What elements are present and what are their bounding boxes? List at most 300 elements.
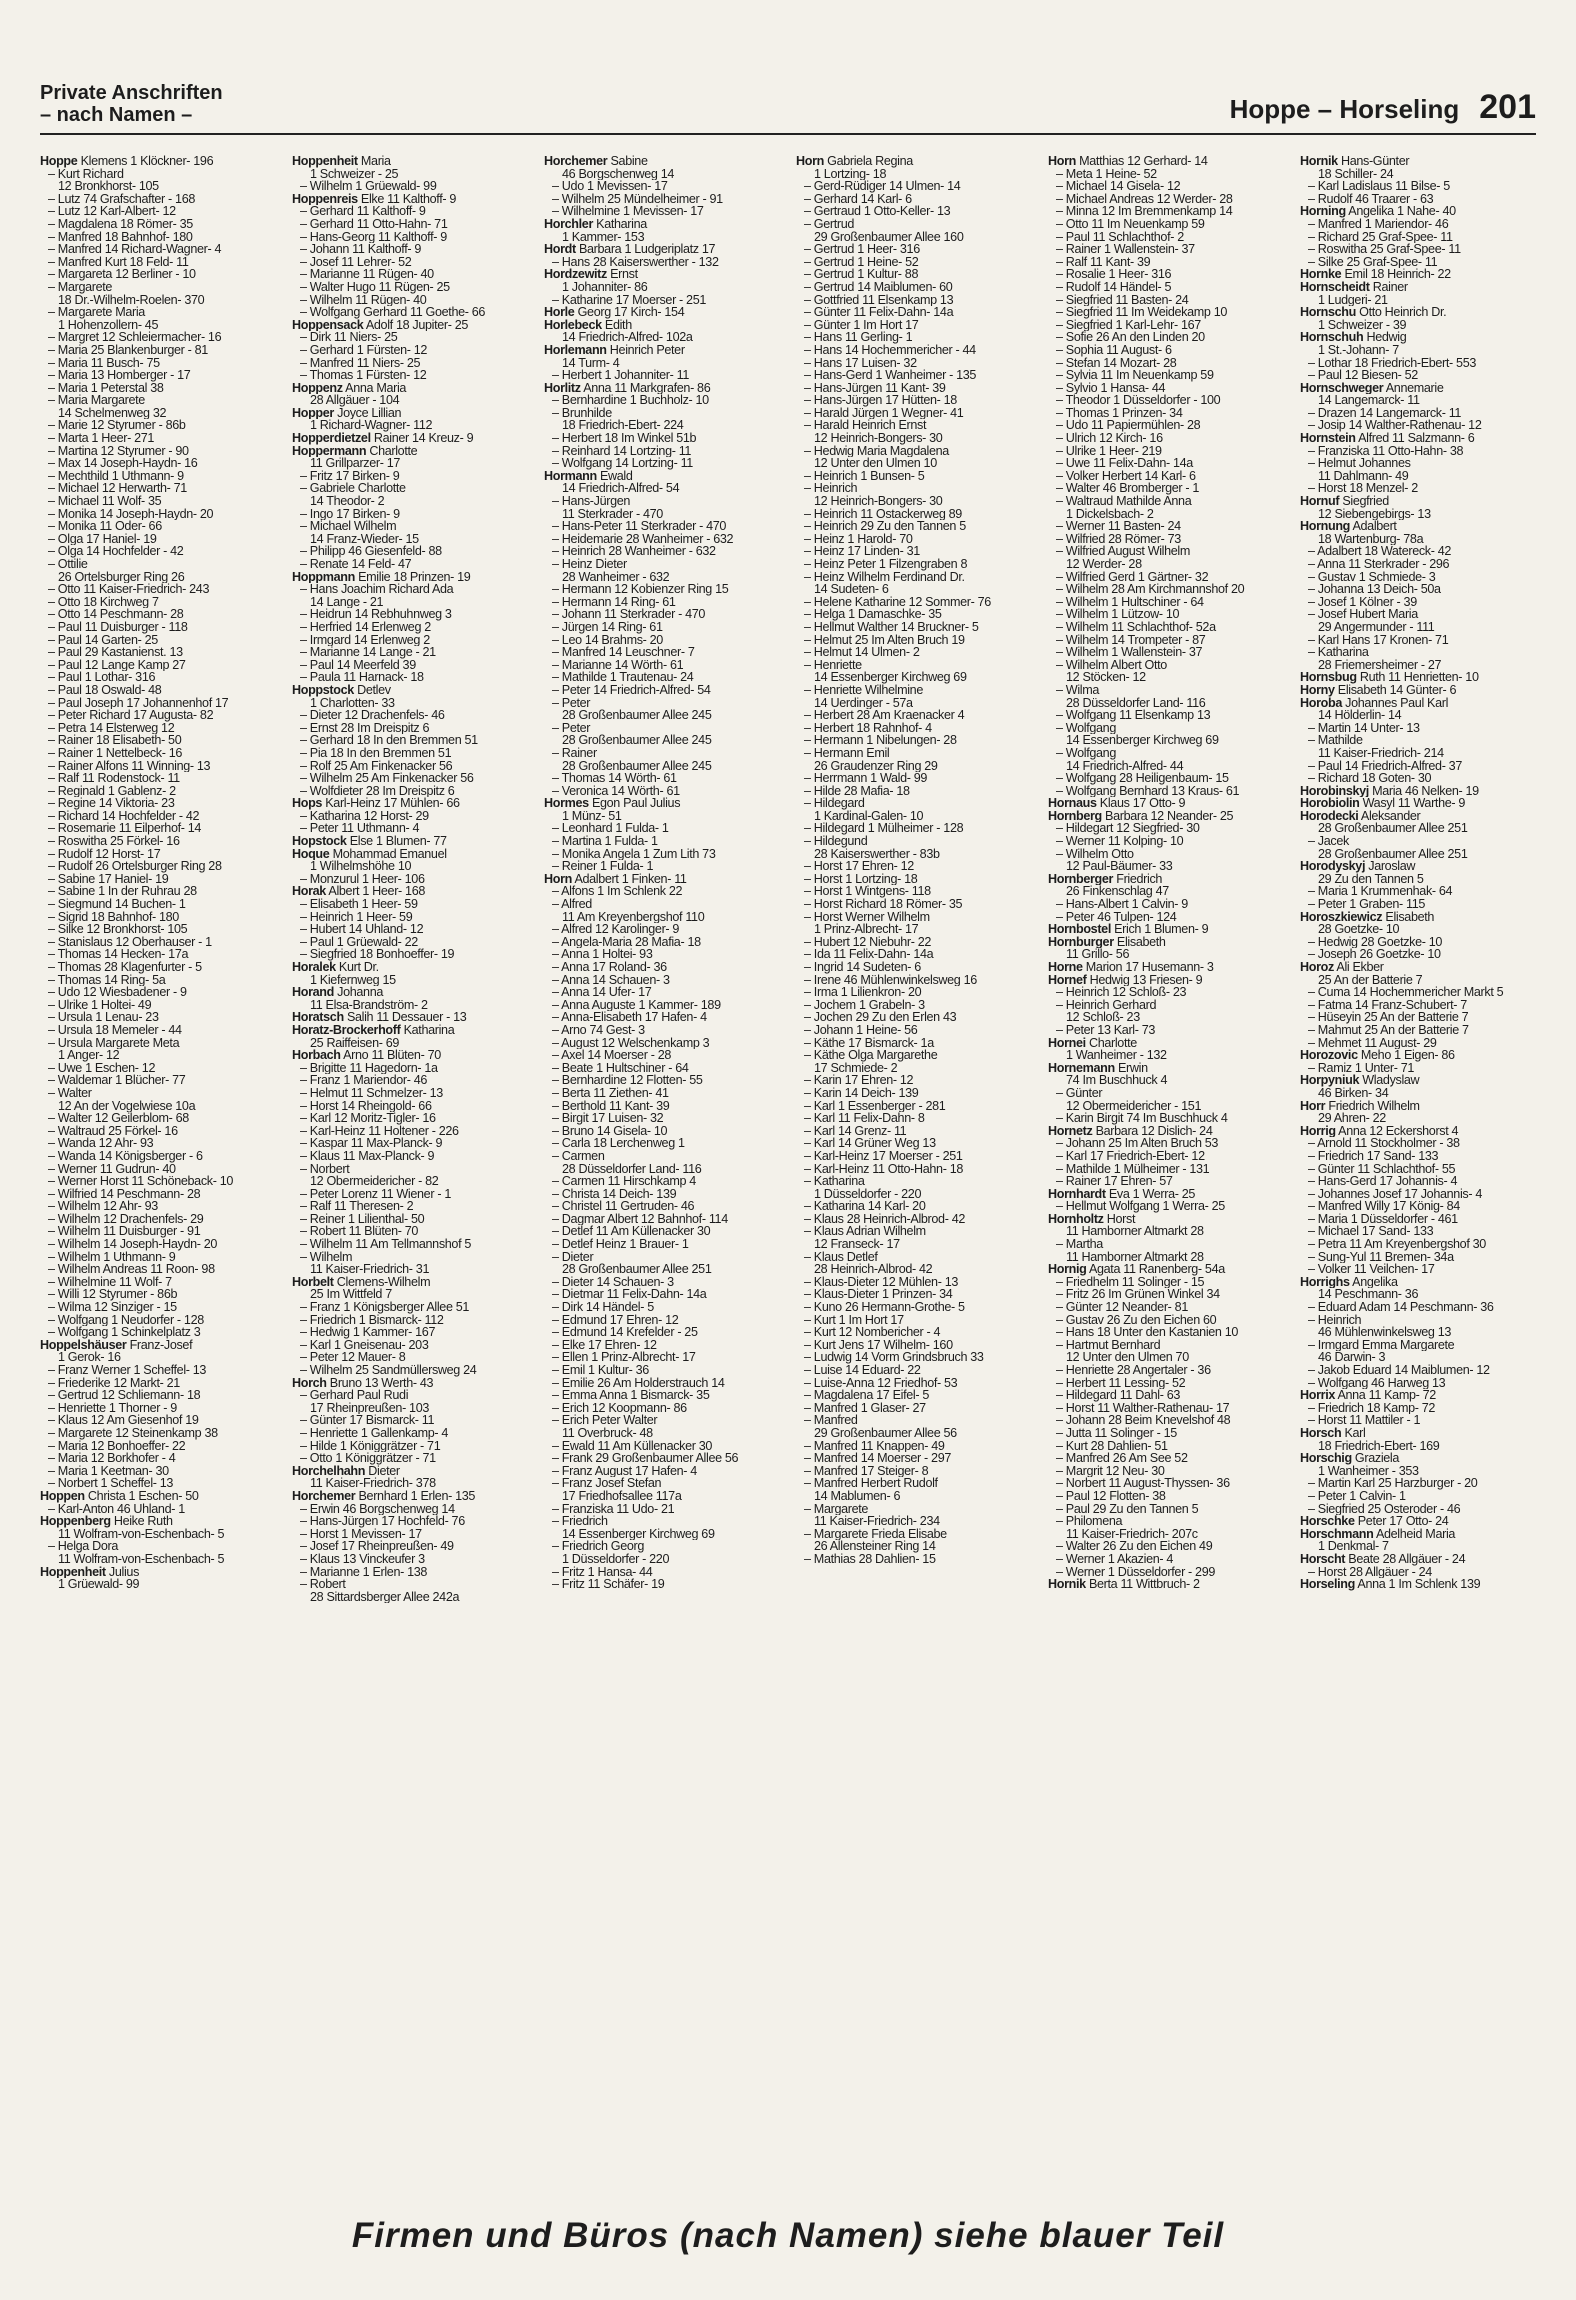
directory-entry: – Leonhard 1 Fulda- 1 bbox=[552, 822, 669, 836]
directory-entry: – Gustav 1 Schmiede- 3 bbox=[1308, 570, 1436, 584]
directory-entry: – Wolfgang 28 Heiligenbaum- 15 bbox=[1056, 772, 1229, 785]
directory-entry: – Maria 1 Düsseldorfer - 461 bbox=[1308, 1212, 1458, 1226]
directory-entry: Hornberger Friedrich bbox=[1048, 872, 1163, 886]
directory-entry: 28 Großenbaumer Allee 251 bbox=[1318, 822, 1468, 836]
directory-entry: – Heinz 17 Linden- 31 bbox=[804, 545, 920, 558]
directory-entry: – Hildegard bbox=[804, 797, 865, 810]
directory-entry: – Hubert 12 Niebuhr- 22 bbox=[804, 935, 932, 949]
directory-entry: – Michael 11 Wolf- 35 bbox=[48, 495, 162, 508]
directory-entry: – Monika Angela 1 Zum Lith 73 bbox=[552, 847, 716, 861]
directory-entry: – Peter 12 Mauer- 8 bbox=[300, 1351, 406, 1364]
directory-entry: – Herrmann 1 Wald- 99 bbox=[804, 772, 928, 785]
directory-entry: – Hildegard 11 Dahl- 63 bbox=[1056, 1389, 1181, 1402]
directory-entry: – Rainer 17 Ehren- 57 bbox=[1056, 1175, 1173, 1188]
directory-entry: – Thomas 14 Wörth- 61 bbox=[552, 772, 677, 785]
directory-entry: – Paul 1 Grüewald- 22 bbox=[300, 935, 418, 949]
directory-entry: 1 Hohenzollern- 45 bbox=[58, 318, 159, 332]
directory-entry: – Otto 11 Kaiser-Friedrich- 243 bbox=[48, 583, 210, 596]
directory-entry: Horr Friedrich Wilhelm bbox=[1300, 1099, 1420, 1113]
directory-entry: Hopperdietzel Rainer 14 Kreuz- 9 bbox=[292, 432, 474, 445]
directory-entry: – Gertrud bbox=[804, 217, 855, 231]
directory-entry: Hops Karl-Heinz 17 Mühlen- 66 bbox=[292, 797, 460, 810]
directory-entry: – Maria 13 Homberger - 17 bbox=[48, 369, 191, 382]
directory-entry: – Heinrich 11 Ostackerweg 89 bbox=[804, 507, 962, 521]
directory-entry: – Johann 28 Beim Knevelshof 48 bbox=[1056, 1414, 1231, 1427]
directory-entry: 17 Rheinpreußen- 103 bbox=[310, 1401, 430, 1415]
directory-entry: 28 Düsseldorfer Land- 116 bbox=[562, 1162, 702, 1176]
directory-entry: – Alfons 1 Im Schlenk 22 bbox=[552, 885, 683, 899]
directory-entry: – Waltraud Mathilde Anna bbox=[1056, 495, 1192, 508]
directory-entry: – Karl 1 Essenberger - 281 bbox=[804, 1099, 946, 1113]
directory-entry: 11 Kaiser-Friedrich- 31 bbox=[310, 1263, 430, 1276]
directory-entry: – Klaus 28 Heinrich-Albrod- 42 bbox=[804, 1212, 966, 1226]
directory-entry: 14 Theodor- 2 bbox=[310, 495, 385, 508]
directory-entry: – Sophia 11 August- 6 bbox=[1056, 343, 1172, 357]
directory-entry: – Axel 14 Moerser - 28 bbox=[552, 1049, 671, 1062]
directory-columns bbox=[40, 155, 1540, 2183]
directory-entry: – Hans 28 Kaiserswerther - 132 bbox=[552, 255, 719, 269]
directory-entry: Hornholtz Horst bbox=[1048, 1212, 1136, 1226]
directory-entry: – Manfred 14 Leuschner- 7 bbox=[552, 646, 695, 659]
directory-entry: Horchelhahn Dieter bbox=[292, 1464, 400, 1478]
directory-entry: – Beate 1 Hultschiner - 64 bbox=[552, 1061, 689, 1075]
directory-entry: – Michael 12 Herwarth- 71 bbox=[48, 482, 187, 496]
directory-entry: – Horst 18 Menzel- 2 bbox=[1308, 482, 1418, 496]
directory-entry: – Manfred 26 Am See 52 bbox=[1056, 1452, 1188, 1465]
directory-entry: – Hans Joachim Richard Ada bbox=[300, 583, 454, 596]
directory-entry: – Wilma bbox=[1056, 683, 1100, 697]
directory-entry: 11 Grillparzer- 17 bbox=[310, 457, 401, 470]
directory-entry: – Kurt 1 Im Hort 17 bbox=[804, 1313, 904, 1327]
directory-entry: 1 Dickelsbach- 2 bbox=[1066, 507, 1154, 521]
directory-entry: 14 Friedrich-Alfred- 102a bbox=[562, 331, 693, 344]
directory-entry: 1 Düsseldorfer - 220 bbox=[562, 1552, 670, 1566]
directory-entry: 1 Prinz-Albrecht- 17 bbox=[814, 923, 919, 936]
directory-entry: – Rudolf 14 Händel- 5 bbox=[1056, 280, 1172, 294]
directory-entry: – Heinrich 29 Zu den Tannen 5 bbox=[804, 520, 966, 533]
directory-entry: Horobiolin Wasyl 11 Warthe- 9 bbox=[1300, 797, 1466, 810]
directory-entry: – Franziska 11 Udo- 21 bbox=[552, 1502, 675, 1516]
directory-entry: – Hubert 14 Uhland- 12 bbox=[300, 923, 424, 936]
directory-entry: – Michael Wilhelm bbox=[300, 520, 397, 533]
directory-entry: – Arnold 11 Stockholmer - 38 bbox=[1308, 1137, 1460, 1150]
directory-entry: – Wilhelm 28 Am Kirchmannshof 20 bbox=[1056, 583, 1245, 596]
directory-entry: – Peter bbox=[552, 696, 591, 710]
directory-entry: – Gerhard Paul Rudi bbox=[300, 1389, 409, 1402]
directory-entry: – Udo 11 Papiermühlen- 28 bbox=[1056, 419, 1201, 433]
directory-entry: – Margarete bbox=[804, 1502, 869, 1516]
directory-entry: Horbelt Clemens-Wilhelm bbox=[292, 1275, 431, 1289]
directory-entry: – Drazen 14 Langemarck- 11 bbox=[1308, 406, 1462, 420]
directory-entry: 11 Wolfram-von-Eschenbach- 5 bbox=[58, 1552, 225, 1566]
directory-entry: – Silke 25 Graf-Spee- 11 bbox=[1308, 255, 1438, 269]
directory-entry: – Wilhelm 14 Joseph-Haydn- 20 bbox=[48, 1238, 218, 1251]
directory-entry: – Walter Hugo 11 Rügen- 25 bbox=[300, 280, 450, 294]
directory-entry: – Helmut Johannes bbox=[1308, 457, 1411, 470]
directory-entry: – Horst 1 Wintgens- 118 bbox=[804, 885, 931, 899]
directory-entry: – Friedrich 17 Sand- 133 bbox=[1308, 1149, 1439, 1163]
directory-entry: – Heidrun 14 Rebhuhnweg 3 bbox=[300, 608, 452, 621]
directory-entry: – Horst 11 Mattiler - 1 bbox=[1308, 1414, 1421, 1427]
directory-entry: – Manfred 1 Glaser- 27 bbox=[804, 1401, 926, 1415]
directory-entry: 1 Wanheimer - 132 bbox=[1066, 1049, 1167, 1062]
directory-entry: – Gerhard 14 Karl- 6 bbox=[804, 192, 912, 206]
directory-entry: – Siegmund 14 Buchen- 1 bbox=[48, 898, 186, 911]
directory-entry: Horschke Peter 17 Otto- 24 bbox=[1300, 1515, 1449, 1528]
directory-entry: – Ida 11 Felix-Dahn- 14a bbox=[804, 948, 934, 961]
directory-entry: – Wilfried 28 Römer- 73 bbox=[1056, 532, 1181, 546]
directory-entry: 46 Mühlenwinkelsweg 13 bbox=[1318, 1326, 1452, 1339]
directory-entry: – Gustav 26 Zu den Eichen 60 bbox=[1056, 1313, 1217, 1327]
directory-entry: – Peter 14 Friedrich-Alfred- 54 bbox=[552, 683, 711, 697]
directory-entry: – Friedrich Georg bbox=[552, 1540, 645, 1553]
directory-entry: 12 Unter den Ulmen 10 bbox=[814, 457, 937, 470]
directory-entry: – Hans 11 Gerling- 1 bbox=[804, 331, 913, 344]
directory-entry: – Johann 25 Im Alten Bruch 53 bbox=[1056, 1137, 1219, 1150]
directory-entry: – Dieter bbox=[552, 1250, 594, 1264]
directory-entry: 11 Elsa-Brandström- 2 bbox=[310, 998, 428, 1012]
directory-entry: – Heinrich 12 Schloß- 23 bbox=[1056, 986, 1187, 999]
directory-entry: – Maria 11 Busch- 75 bbox=[48, 356, 160, 370]
directory-entry: 11 Kaiser-Friedrich- 378 bbox=[310, 1477, 436, 1490]
directory-entry: – Luise 14 Eduard- 22 bbox=[804, 1364, 921, 1377]
directory-entry: – Ulrike 1 Heer- 219 bbox=[1056, 444, 1162, 458]
section-subtitle: – nach Namen – bbox=[40, 104, 193, 126]
directory-entry: – Wolfgang 46 Harweg 13 bbox=[1308, 1376, 1446, 1390]
directory-entry: Horalek Kurt Dr. bbox=[292, 961, 379, 974]
directory-entry: – Bruno 14 Gisela- 10 bbox=[552, 1124, 668, 1138]
directory-entry: – Gertrud 12 Schliemann- 18 bbox=[48, 1389, 201, 1402]
directory-entry: – Jacek bbox=[1308, 835, 1349, 848]
directory-entry: – Sung-Yul 11 Bremen- 34a bbox=[1308, 1250, 1454, 1264]
directory-entry: Hordzewitz Ernst bbox=[544, 268, 638, 281]
directory-entry: – Karl 17 Friedrich-Ebert- 12 bbox=[1056, 1149, 1205, 1163]
directory-entry: – Friederike 12 Markt- 21 bbox=[48, 1376, 180, 1390]
directory-entry: Hornung Adalbert bbox=[1300, 520, 1397, 533]
directory-entry: Hormann Ewald bbox=[544, 469, 633, 483]
directory-entry: – Heinrich Gerhard bbox=[1056, 998, 1157, 1012]
directory-entry: – Michael Andreas 12 Werder- 28 bbox=[1056, 192, 1233, 206]
directory-entry: 11 Sterkrader - 470 bbox=[562, 507, 663, 521]
directory-entry: – Manfred bbox=[804, 1414, 858, 1427]
directory-entry: – Karl 12 Moritz-Tigler- 16 bbox=[300, 1112, 436, 1125]
directory-entry: – Karin Birgit 74 Im Buschhuck 4 bbox=[1056, 1112, 1228, 1125]
directory-entry: 18 Wartenburg- 78a bbox=[1318, 532, 1424, 546]
directory-entry: 14 Essenberger Kirchweg 69 bbox=[1066, 734, 1219, 747]
directory-entry: – Uwe 1 Eschen- 12 bbox=[48, 1061, 156, 1075]
directory-entry: – Siegfried 25 Osteroder - 46 bbox=[1308, 1502, 1461, 1516]
directory-entry: – Otto 18 Kirchweg 7 bbox=[48, 595, 159, 609]
directory-entry: – Ewald 11 Am Küllenacker 30 bbox=[552, 1439, 713, 1453]
directory-entry: – Dagmar Albert 12 Bahnhof- 114 bbox=[552, 1212, 728, 1226]
directory-entry: 18 Dr.-Wilhelm-Roelen- 370 bbox=[58, 293, 205, 307]
directory-entry: – Günter 11 Felix-Dahn- 14a bbox=[804, 306, 954, 319]
directory-entry: 18 Schiller- 24 bbox=[1318, 167, 1394, 181]
directory-entry: – Meta 1 Heine- 52 bbox=[1056, 167, 1157, 181]
directory-entry: – Lothar 18 Friedrich-Ebert- 553 bbox=[1308, 356, 1477, 370]
directory-entry: Horne Marion 17 Husemann- 3 bbox=[1048, 961, 1214, 974]
directory-entry: 12 Heinrich-Bongers- 30 bbox=[814, 432, 943, 445]
directory-entry: – Hans-Jürgen 11 Kant- 39 bbox=[804, 381, 946, 395]
directory-entry: – Herbert 18 Rahnhof- 4 bbox=[804, 721, 932, 735]
directory-entry: – Josef Hubert Maria bbox=[1308, 608, 1418, 621]
directory-entry: 1 Grüewald- 99 bbox=[58, 1578, 140, 1591]
directory-entry: – Paula 11 Harnack- 18 bbox=[300, 671, 424, 684]
directory-entry: – Gerhard 11 Otto-Hahn- 71 bbox=[300, 217, 448, 231]
directory-entry: – Carmen 11 Hirschkamp 4 bbox=[552, 1175, 696, 1188]
directory-entry: – Klaus-Dieter 1 Prinzen- 34 bbox=[804, 1288, 953, 1302]
directory-entry: – Petra 11 Am Kreyenbergshof 30 bbox=[1308, 1238, 1486, 1251]
directory-entry: – Gertraud 1 Otto-Keller- 13 bbox=[804, 205, 951, 218]
directory-entry: Hornig Agata 11 Ranenberg- 54a bbox=[1048, 1263, 1225, 1276]
directory-entry: – Walter 12 Geilerblom- 68 bbox=[48, 1112, 189, 1125]
directory-entry: – Monika 11 Oder- 66 bbox=[48, 520, 162, 533]
directory-entry: – Olga 14 Hochfelder - 42 bbox=[48, 545, 184, 558]
directory-entry: – Max 14 Joseph-Haydn- 16 bbox=[48, 457, 198, 470]
directory-entry: – Udo 1 Mevissen- 17 bbox=[552, 180, 668, 193]
directory-entry: – Wilhelm 12 Ahr- 93 bbox=[48, 1200, 158, 1213]
directory-entry: Hornsbug Ruth 11 Henrietten- 10 bbox=[1300, 671, 1479, 684]
directory-entry: – Margarete Maria bbox=[48, 306, 145, 319]
directory-entry: 12 Heinrich-Bongers- 30 bbox=[814, 495, 943, 508]
directory-entry: – Karl Hans 17 Kronen- 71 bbox=[1308, 633, 1449, 647]
directory-entry: Horning Angelika 1 Nahe- 40 bbox=[1300, 205, 1456, 218]
directory-entry: – Klaus 13 Vinckeufer 3 bbox=[300, 1552, 425, 1566]
directory-entry: 29 Angermunder - 111 bbox=[1318, 620, 1435, 634]
directory-entry: – Manfred 18 Bahnhof- 180 bbox=[48, 230, 193, 244]
directory-entry: – Paul Joseph 17 Johannenhof 17 bbox=[48, 696, 229, 710]
directory-entry: Hornschu Otto Heinrich Dr. bbox=[1300, 306, 1447, 319]
directory-entry: 28 Sittardsberger Allee 242a bbox=[310, 1590, 460, 1604]
directory-entry: – Wolfdieter 28 Im Dreispitz 6 bbox=[300, 784, 455, 798]
directory-entry: Hormes Egon Paul Julius bbox=[544, 797, 681, 810]
directory-entry: 28 Großenbaumer Allee 245 bbox=[562, 709, 712, 722]
directory-entry: – Peter 13 Karl- 73 bbox=[1056, 1023, 1156, 1037]
directory-entry: – Ralf 11 Theresen- 2 bbox=[300, 1200, 414, 1213]
directory-entry: – Werner Horst 11 Schöneback- 10 bbox=[48, 1175, 234, 1188]
directory-entry: – Heinz Dieter bbox=[552, 558, 627, 571]
directory-entry: Horchemer Bernhard 1 Erlen- 135 bbox=[292, 1489, 476, 1503]
directory-entry: – Hellmut Wolfgang 1 Werra- 25 bbox=[1056, 1200, 1225, 1213]
directory-entry: – Werner 1 Düsseldorfer - 299 bbox=[1056, 1565, 1216, 1579]
directory-entry: 17 Schmiede- 2 bbox=[814, 1061, 898, 1075]
directory-entry: 11 Am Kreyenbergshof 110 bbox=[562, 910, 705, 924]
directory-entry: 12 Werder- 28 bbox=[1066, 558, 1142, 571]
directory-entry: – Peter 46 Tulpen- 124 bbox=[1056, 910, 1177, 924]
directory-entry: – Michael 17 Sand- 133 bbox=[1308, 1225, 1434, 1239]
directory-entry: Hopstock Else 1 Blumen- 77 bbox=[292, 835, 447, 848]
directory-entry: – Franz August 17 Hafen- 4 bbox=[552, 1464, 697, 1478]
directory-entry: – Anna-Elisabeth 17 Hafen- 4 bbox=[552, 1011, 707, 1024]
directory-entry: 1 Düsseldorfer - 220 bbox=[814, 1187, 922, 1201]
directory-entry: Horny Elisabeth 14 Günter- 6 bbox=[1300, 683, 1457, 697]
directory-entry: – Hans-Jürgen bbox=[552, 495, 631, 508]
directory-entry: – Emil 1 Kultur- 36 bbox=[552, 1364, 649, 1377]
directory-entry: – Wolfgang Gerhard 11 Goethe- 66 bbox=[300, 306, 486, 319]
directory-entry: – Reiner 1 Fulda- 1 bbox=[552, 860, 654, 873]
directory-entry: – Gerhard 1 Fürsten- 12 bbox=[300, 343, 428, 357]
directory-entry: – Wilhelm Otto bbox=[1056, 847, 1134, 861]
directory-entry: – Karl 1 Gneisenau- 203 bbox=[300, 1338, 429, 1352]
directory-entry: – Rainer 18 Elisabeth- 50 bbox=[48, 734, 182, 747]
directory-entry: – Manfred Herbert Rudolf bbox=[804, 1477, 938, 1490]
directory-entry: – Mathilde 1 Trautenau- 24 bbox=[552, 671, 694, 684]
directory-entry: – Ursula 1 Lenau- 23 bbox=[48, 1011, 159, 1024]
page-header-right bbox=[1230, 88, 1536, 127]
directory-entry: 28 Düsseldorfer Land- 116 bbox=[1066, 696, 1206, 710]
directory-entry: – Alfred 12 Karolinger- 9 bbox=[552, 923, 680, 936]
directory-column bbox=[1048, 155, 1288, 2183]
directory-entry: – Michael 14 Gisela- 12 bbox=[1056, 180, 1181, 193]
directory-entry: – Hans-Gerd 17 Johannis- 4 bbox=[1308, 1175, 1458, 1188]
directory-entry: – Karl 14 Grüner Weg 13 bbox=[804, 1137, 936, 1150]
directory-entry: – Otto 11 Im Neuenkamp 59 bbox=[1056, 217, 1205, 231]
directory-entry: 1 Münz- 51 bbox=[562, 809, 622, 823]
directory-entry: – Klaus 11 Max-Planck- 9 bbox=[300, 1149, 435, 1163]
directory-entry: – Paul 12 Flotten- 38 bbox=[1056, 1489, 1166, 1503]
directory-entry: – Horst 1 Lortzing- 18 bbox=[804, 872, 918, 886]
directory-entry: – Wilhelm 1 Hultschiner - 64 bbox=[1056, 595, 1204, 609]
directory-entry: – Wilhelm 11 Rügen- 40 bbox=[300, 293, 427, 307]
directory-entry: – Jochen 29 Zu den Erlen 43 bbox=[804, 1011, 957, 1024]
directory-entry: – Walter bbox=[48, 1086, 92, 1100]
directory-entry: – Otto 14 Peschmann- 28 bbox=[48, 608, 184, 621]
directory-entry: – Roswitha 25 Förkel- 16 bbox=[48, 835, 180, 848]
directory-entry: – Paul 18 Oswald- 48 bbox=[48, 683, 162, 697]
directory-entry: – Hedwig 28 Goetzke- 10 bbox=[1308, 935, 1443, 949]
directory-entry: – Henriette bbox=[804, 658, 862, 672]
directory-entry: Hoppenheit Julius bbox=[40, 1565, 140, 1579]
directory-entry: 29 Großenbaumer Allee 56 bbox=[814, 1426, 957, 1440]
directory-entry: – Silke 12 Bronkhorst- 105 bbox=[48, 923, 188, 936]
directory-entry: – Johannes Josef 17 Johannis- 4 bbox=[1308, 1187, 1482, 1201]
directory-entry: 1 Wanheimer - 353 bbox=[1318, 1464, 1419, 1478]
directory-entry: – Irmgard Emma Margarete bbox=[1308, 1338, 1455, 1352]
directory-entry: – Horst 14 Rheingold- 66 bbox=[300, 1099, 432, 1113]
directory-entry: – Hedwig Maria Magdalena bbox=[804, 444, 949, 458]
directory-entry: 28 Großenbaumer Allee 251 bbox=[562, 1263, 712, 1276]
directory-entry: – Erich 12 Koopmann- 86 bbox=[552, 1401, 687, 1415]
directory-entry: – Johann 11 Sterkrader - 470 bbox=[552, 608, 706, 621]
directory-entry: – Gerd-Rüdiger 14 Ulmen- 14 bbox=[804, 180, 961, 193]
directory-entry: – Mathias 28 Dahlien- 15 bbox=[804, 1552, 936, 1566]
directory-entry: – Wilhelm 25 Sandmüllersweg 24 bbox=[300, 1364, 477, 1377]
directory-entry: – Gertrud 1 Heine- 52 bbox=[804, 255, 919, 269]
directory-entry: – Karin 14 Deich- 139 bbox=[804, 1086, 919, 1100]
directory-entry: – Siegfried 1 Karl-Lehr- 167 bbox=[1056, 318, 1201, 332]
directory-entry: 12 Bronkhorst- 105 bbox=[58, 180, 159, 193]
directory-entry: 1 Richard-Wagner- 112 bbox=[310, 419, 433, 433]
directory-entry: – Erich Peter Walter bbox=[552, 1414, 658, 1427]
directory-entry: – Anna Auguste 1 Kammer- 189 bbox=[552, 998, 721, 1012]
directory-entry: – Wilhelm 1 Grüewald- 99 bbox=[300, 180, 437, 193]
directory-entry: Hoppe Klemens 1 Klöckner- 196 bbox=[40, 155, 214, 168]
directory-entry: – Ulrich 12 Kirch- 16 bbox=[1056, 432, 1163, 445]
directory-entry: – Klaus Adrian Wilhelm bbox=[804, 1225, 926, 1239]
directory-entry: – Elisabeth 1 Heer- 59 bbox=[300, 898, 418, 911]
directory-entry: 26 Graudenzer Ring 29 bbox=[814, 759, 938, 773]
directory-entry: Horatsch Salih 11 Dessauer - 13 bbox=[292, 1011, 467, 1024]
directory-entry: – Josip 14 Walther-Rathenau- 12 bbox=[1308, 419, 1482, 433]
directory-entry: – Leo 14 Brahms- 20 bbox=[552, 633, 663, 647]
directory-entry: – Wilhelm Albert Otto bbox=[1056, 658, 1167, 672]
directory-column bbox=[1300, 155, 1540, 2183]
directory-entry: – Wolfgang bbox=[1056, 721, 1116, 735]
directory-entry: – Hans 18 Unter den Kastanien 10 bbox=[1056, 1326, 1239, 1339]
directory-entry: – Margrit 12 Neu- 30 bbox=[1056, 1464, 1165, 1478]
directory-entry: – Irma 1 Lilienkron- 20 bbox=[804, 986, 922, 999]
directory-entry: – Wilhelm 12 Drachenfels- 29 bbox=[48, 1212, 204, 1226]
directory-entry: – Käthe Olga Margarethe bbox=[804, 1049, 938, 1062]
directory-entry: – Harald Jürgen 1 Wegner- 41 bbox=[804, 406, 964, 420]
directory-entry: – Paul 14 Friedrich-Alfred- 37 bbox=[1308, 759, 1462, 773]
directory-entry: 74 Im Buschhuck 4 bbox=[1066, 1074, 1168, 1087]
directory-entry: Hoppermann Charlotte bbox=[292, 444, 418, 458]
directory-entry: – Marianne 11 Rügen- 40 bbox=[300, 268, 434, 281]
directory-entry: – Heinrich bbox=[804, 482, 858, 496]
directory-entry: – Jakob Eduard 14 Maiblumen- 12 bbox=[1308, 1364, 1490, 1377]
directory-entry: 28 Großenbaumer Allee 245 bbox=[562, 734, 712, 747]
directory-entry: Horseling Anna 1 Im Schlenk 139 bbox=[1300, 1578, 1481, 1591]
directory-entry: 12 Schloß- 23 bbox=[1066, 1011, 1140, 1024]
directory-entry: 1 Kardinal-Galen- 10 bbox=[814, 809, 924, 823]
directory-entry: – Paul 14 Meerfeld 39 bbox=[300, 658, 416, 672]
directory-entry: Horschig Graziela bbox=[1300, 1452, 1400, 1465]
directory-entry: – Karl-Heinz 17 Moerser - 251 bbox=[804, 1149, 963, 1163]
directory-entry: Horchemer Sabine bbox=[544, 155, 648, 168]
directory-entry: Horlemann Heinrich Peter bbox=[544, 343, 685, 357]
directory-entry: – Paul 12 Biesen- 52 bbox=[1308, 369, 1418, 382]
directory-entry: – Walter 46 Bromberger - 1 bbox=[1056, 482, 1200, 496]
directory-entry: Horoz Ali Ekber bbox=[1300, 961, 1384, 974]
directory-entry: 29 Ahren- 22 bbox=[1318, 1112, 1386, 1125]
directory-entry: – Horst 1 Mevissen- 17 bbox=[300, 1527, 422, 1541]
directory-entry: – Herbert 28 Am Kraenacker 4 bbox=[804, 709, 965, 722]
directory-entry: – Minna 12 Im Bremmenkamp 14 bbox=[1056, 205, 1233, 218]
directory-entry: – Detlef 11 Am Küllenacker 30 bbox=[552, 1225, 711, 1239]
directory-entry: 11 Grillo- 56 bbox=[1066, 948, 1130, 961]
directory-entry: 46 Borgschenweg 14 bbox=[562, 167, 675, 181]
directory-entry: – Wolfgang Bernhard 13 Kraus- 61 bbox=[1056, 784, 1240, 798]
directory-entry: Horn Gabriela Regina bbox=[796, 155, 913, 168]
directory-entry: Horand Johanna bbox=[292, 986, 384, 999]
directory-entry: – Wilhelm 11 Schlachthof- 52a bbox=[1056, 620, 1216, 634]
directory-entry: 14 Essenberger Kirchweg 69 bbox=[814, 671, 967, 684]
directory-entry: – Friedrich 1 Bismarck- 112 bbox=[300, 1313, 444, 1327]
directory-entry: – Margarete 12 Steinenkamp 38 bbox=[48, 1426, 218, 1440]
directory-entry: Horlebeck Edith bbox=[544, 318, 632, 332]
directory-entry: – Wolfgang bbox=[1056, 746, 1116, 760]
directory-entry: – Edmund 14 Krefelder - 25 bbox=[552, 1326, 698, 1339]
directory-entry: – Udo 12 Wiesbadener - 9 bbox=[48, 986, 187, 999]
directory-entry: – Otto 1 Königgrätzer - 71 bbox=[300, 1452, 436, 1465]
directory-entry: – Detlef Heinz 1 Brauer- 1 bbox=[552, 1238, 689, 1251]
directory-entry: – Mechthild 1 Uthmann- 9 bbox=[48, 469, 184, 483]
directory-entry: – Carla 18 Lerchenweg 1 bbox=[552, 1137, 685, 1150]
directory-entry: – Paul 12 Lange Kamp 27 bbox=[48, 658, 186, 672]
directory-entry: – Anna 17 Roland- 36 bbox=[552, 961, 667, 974]
directory-entry: – Sylvio 1 Hansa- 44 bbox=[1056, 381, 1166, 395]
directory-entry: – Paul 1 Lothar- 316 bbox=[48, 671, 156, 684]
directory-entry: 18 Friedrich-Ebert- 224 bbox=[562, 419, 684, 433]
name-range: Hoppe – Horseling bbox=[1229, 94, 1460, 124]
directory-entry: – Paul 29 Zu den Tannen 5 bbox=[1056, 1502, 1199, 1516]
directory-entry: 12 Unter den Ulmen 70 bbox=[1066, 1351, 1189, 1364]
directory-entry: – Maria 1 Peterstal 38 bbox=[48, 381, 164, 395]
directory-entry: – Wilhelm 1 Wallenstein- 37 bbox=[1056, 646, 1203, 659]
directory-entry: 25 An der Batterie 7 bbox=[1318, 973, 1423, 987]
directory-entry: – Thomas 14 Ring- 5a bbox=[48, 973, 166, 987]
